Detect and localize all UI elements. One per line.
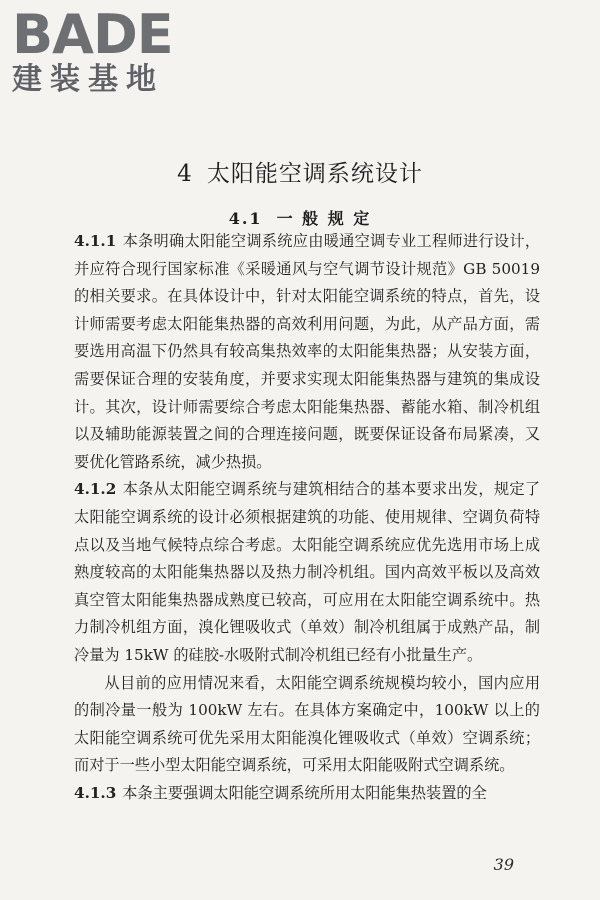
clause-4-1-3: [74, 780, 540, 808]
clause-text: 本条明确太阳能空调系统应由暖通空调专业工程师进行设计，并应符合现行国家标准《采暖通风与空气调节设计规范》GB 50019 的相关要求。在具体设计中，针对太阳能空调系统的特点，首先，设计师需要考虑太阳能集热器的高效利用问题，为此，从产品方面，需要选用高温下仍然具有较高集热效率的太阳能集热器；从安装方面，需要保证合理的安装角度，并要求实现太阳能集热器与建筑的集成设计。其次，设计师需要综合考虑太阳能集热器、蓄能水箱、制冷机组以及辅助能源装置之间的合理连接问题，既要保证设备布局紧凑，又要优化管路系统，减少热损。: [74, 232, 540, 471]
chapter-title: [0, 159, 600, 189]
page-number: 39: [493, 855, 514, 874]
clause-text: 本条从太阳能空调系统与建筑相结合的基本要求出发，规定了太阳能空调系统的设计必须根据建筑的功能、使用规律、空调负荷特点以及当地气候特点综合考虑。太阳能空调系统应优先选用市场上成熟度较高的太阳能集热器以及热力制冷机组。国内高效平板以及高效真空管太阳能集热器成熟度已较高，可应用在太阳能空调系统中。热力制冷机组方面，溴化锂吸收式（单效）制冷机组属于成熟产品，制冷量为 15kW 的硅胶-水吸附式制冷机组已经有小批量生产。: [74, 480, 540, 664]
section-number: 4.1: [228, 209, 263, 229]
chapter-title-text: 太阳能空调系统设计: [206, 161, 423, 188]
clause-number: 4.1.2: [74, 480, 117, 499]
clause-number: 4.1.3: [74, 783, 117, 802]
body-text: [74, 228, 540, 807]
paragraph-application: 从目前的应用情况来看，太阳能空调系统规模均较小，国内应用的制冷量一般为 100kW 左右。在具体方案确定中，100kW 以上的太阳能空调系统可优先采用太阳能溴化锂吸收式（单效）空调系统；而对于一些小型太阳能空调系统，可采用太阳能吸附式空调系统。: [74, 673, 540, 775]
clause-4-1-1: [74, 228, 540, 476]
logo-mark: BADE: [12, 3, 173, 66]
section-title-text: 一 般 规 定: [276, 209, 372, 229]
logo-subtitle: 建装基地: [12, 62, 164, 97]
logo: [12, 3, 202, 98]
clause-4-1-2: [74, 476, 540, 669]
clause-text: 本条主要强调太阳能空调系统所用太阳能集热装置的全: [122, 783, 487, 802]
clause-number: 4.1.1: [74, 232, 117, 250]
chapter-number: 4: [177, 161, 193, 188]
